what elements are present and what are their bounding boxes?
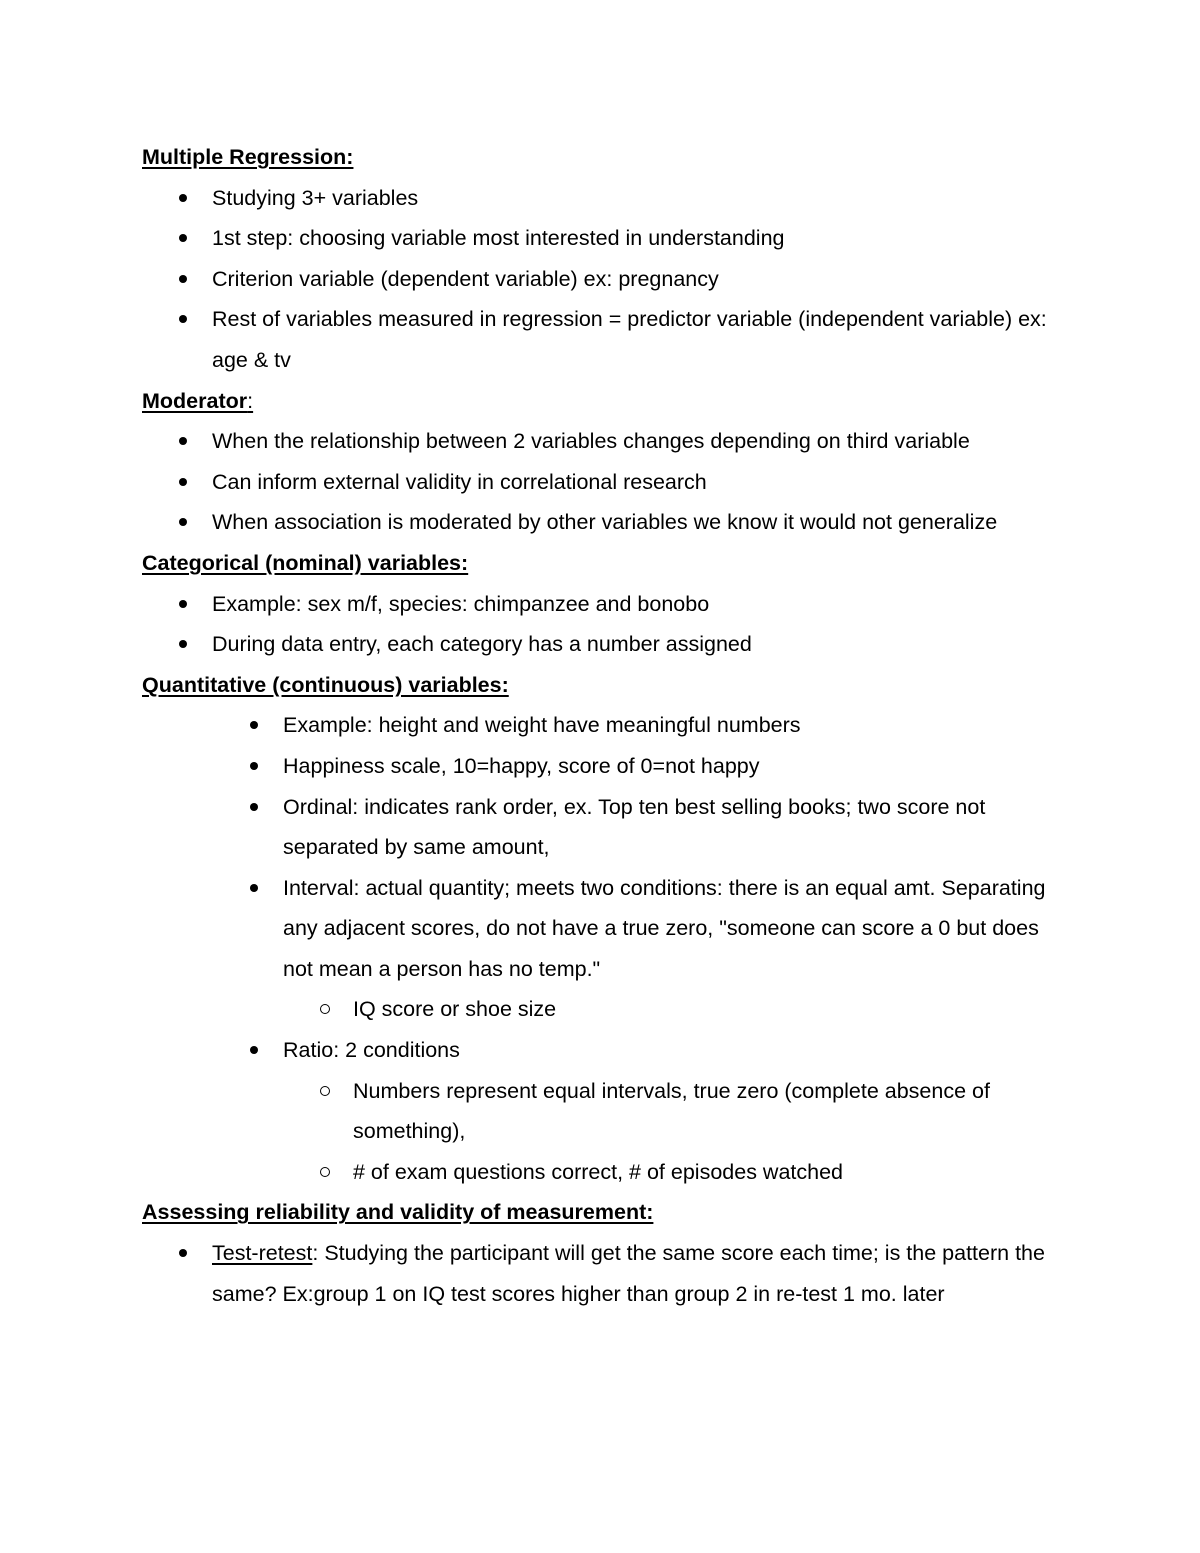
- heading-multiple-regression: Multiple Regression:: [142, 145, 354, 169]
- list-item: Example: height and weight have meaningful numbers: [142, 705, 1062, 746]
- heading-moderator: Moderator:: [142, 388, 254, 413]
- list-item: Example: sex m/f, species: chimpanzee and bonobo: [142, 584, 1062, 625]
- list-item: When the relationship between 2 variables changes depending on third variable: [142, 421, 1062, 462]
- bullet-icon: [179, 640, 187, 648]
- list-item: Happiness scale, 10=happy, score of 0=not happy: [142, 746, 1062, 787]
- bullet-icon: [250, 1046, 258, 1054]
- list-categorical: [142, 584, 1062, 665]
- list-item: 1st step: choosing variable most interested in understanding: [142, 218, 1062, 259]
- bullet-icon: [179, 275, 187, 283]
- bullet-icon: [250, 803, 258, 811]
- heading-reliability: Assessing reliability and validity of measurement:: [142, 1200, 654, 1225]
- bullet-icon: [179, 315, 187, 323]
- term-test-retest: Test-retest: [212, 1241, 313, 1266]
- hollow-bullet-icon: [320, 1167, 330, 1177]
- list-quantitative: [142, 705, 1062, 1192]
- list-item: Rest of variables measured in regression = predictor variable (independent variable) ex: age & tv: [142, 299, 1062, 380]
- bullet-icon: [179, 1249, 187, 1257]
- sub-list-item: Numbers represent equal intervals, true zero (complete absence of something),: [142, 1071, 1062, 1152]
- list-item: Can inform external validity in correlational research: [142, 462, 1062, 503]
- hollow-bullet-icon: [320, 1004, 330, 1014]
- list-multiple-regression: [142, 178, 1062, 381]
- bullet-icon: [179, 518, 187, 526]
- bullet-icon: [250, 721, 258, 729]
- list-item: Ratio: 2 conditions: [142, 1030, 1062, 1071]
- list-item: Interval: actual quantity; meets two conditions: there is an equal amt. Separating any adjacent scores, do not have a true zero, "someone can score a 0 but does not mean a person has no temp.": [142, 868, 1062, 990]
- list-item: Ordinal: indicates rank order, ex. Top ten best selling books; two score not separated by same amount,: [142, 787, 1062, 868]
- bullet-icon: [179, 437, 187, 445]
- list-item: During data entry, each category has a number assigned: [142, 624, 1062, 665]
- list-moderator: [142, 421, 1062, 543]
- bullet-icon: [250, 762, 258, 770]
- sub-list-item: # of exam questions correct, # of episodes watched: [142, 1152, 1062, 1193]
- list-item: When association is moderated by other variables we know it would not generalize: [142, 502, 1062, 543]
- list-item: Studying 3+ variables: [142, 178, 1062, 219]
- sub-list-item: IQ score or shoe size: [142, 989, 1062, 1030]
- bullet-icon: [179, 194, 187, 202]
- bullet-icon: [179, 600, 187, 608]
- hollow-bullet-icon: [320, 1086, 330, 1096]
- list-item: Criterion variable (dependent variable) ex: pregnancy: [142, 259, 1062, 300]
- document-content: [142, 137, 1062, 1314]
- heading-quantitative: Quantitative (continuous) variables:: [142, 672, 509, 697]
- bullet-icon: [179, 234, 187, 242]
- heading-categorical: Categorical (nominal) variables:: [142, 550, 469, 575]
- list-reliability: [142, 1233, 1062, 1314]
- bullet-icon: [250, 884, 258, 892]
- bullet-icon: [179, 478, 187, 486]
- list-item: Test-retest: Studying the participant will get the same score each time; is the pattern the same? Ex:group 1 on IQ test scores higher than group 2 in re-test 1 mo. later: [142, 1233, 1062, 1314]
